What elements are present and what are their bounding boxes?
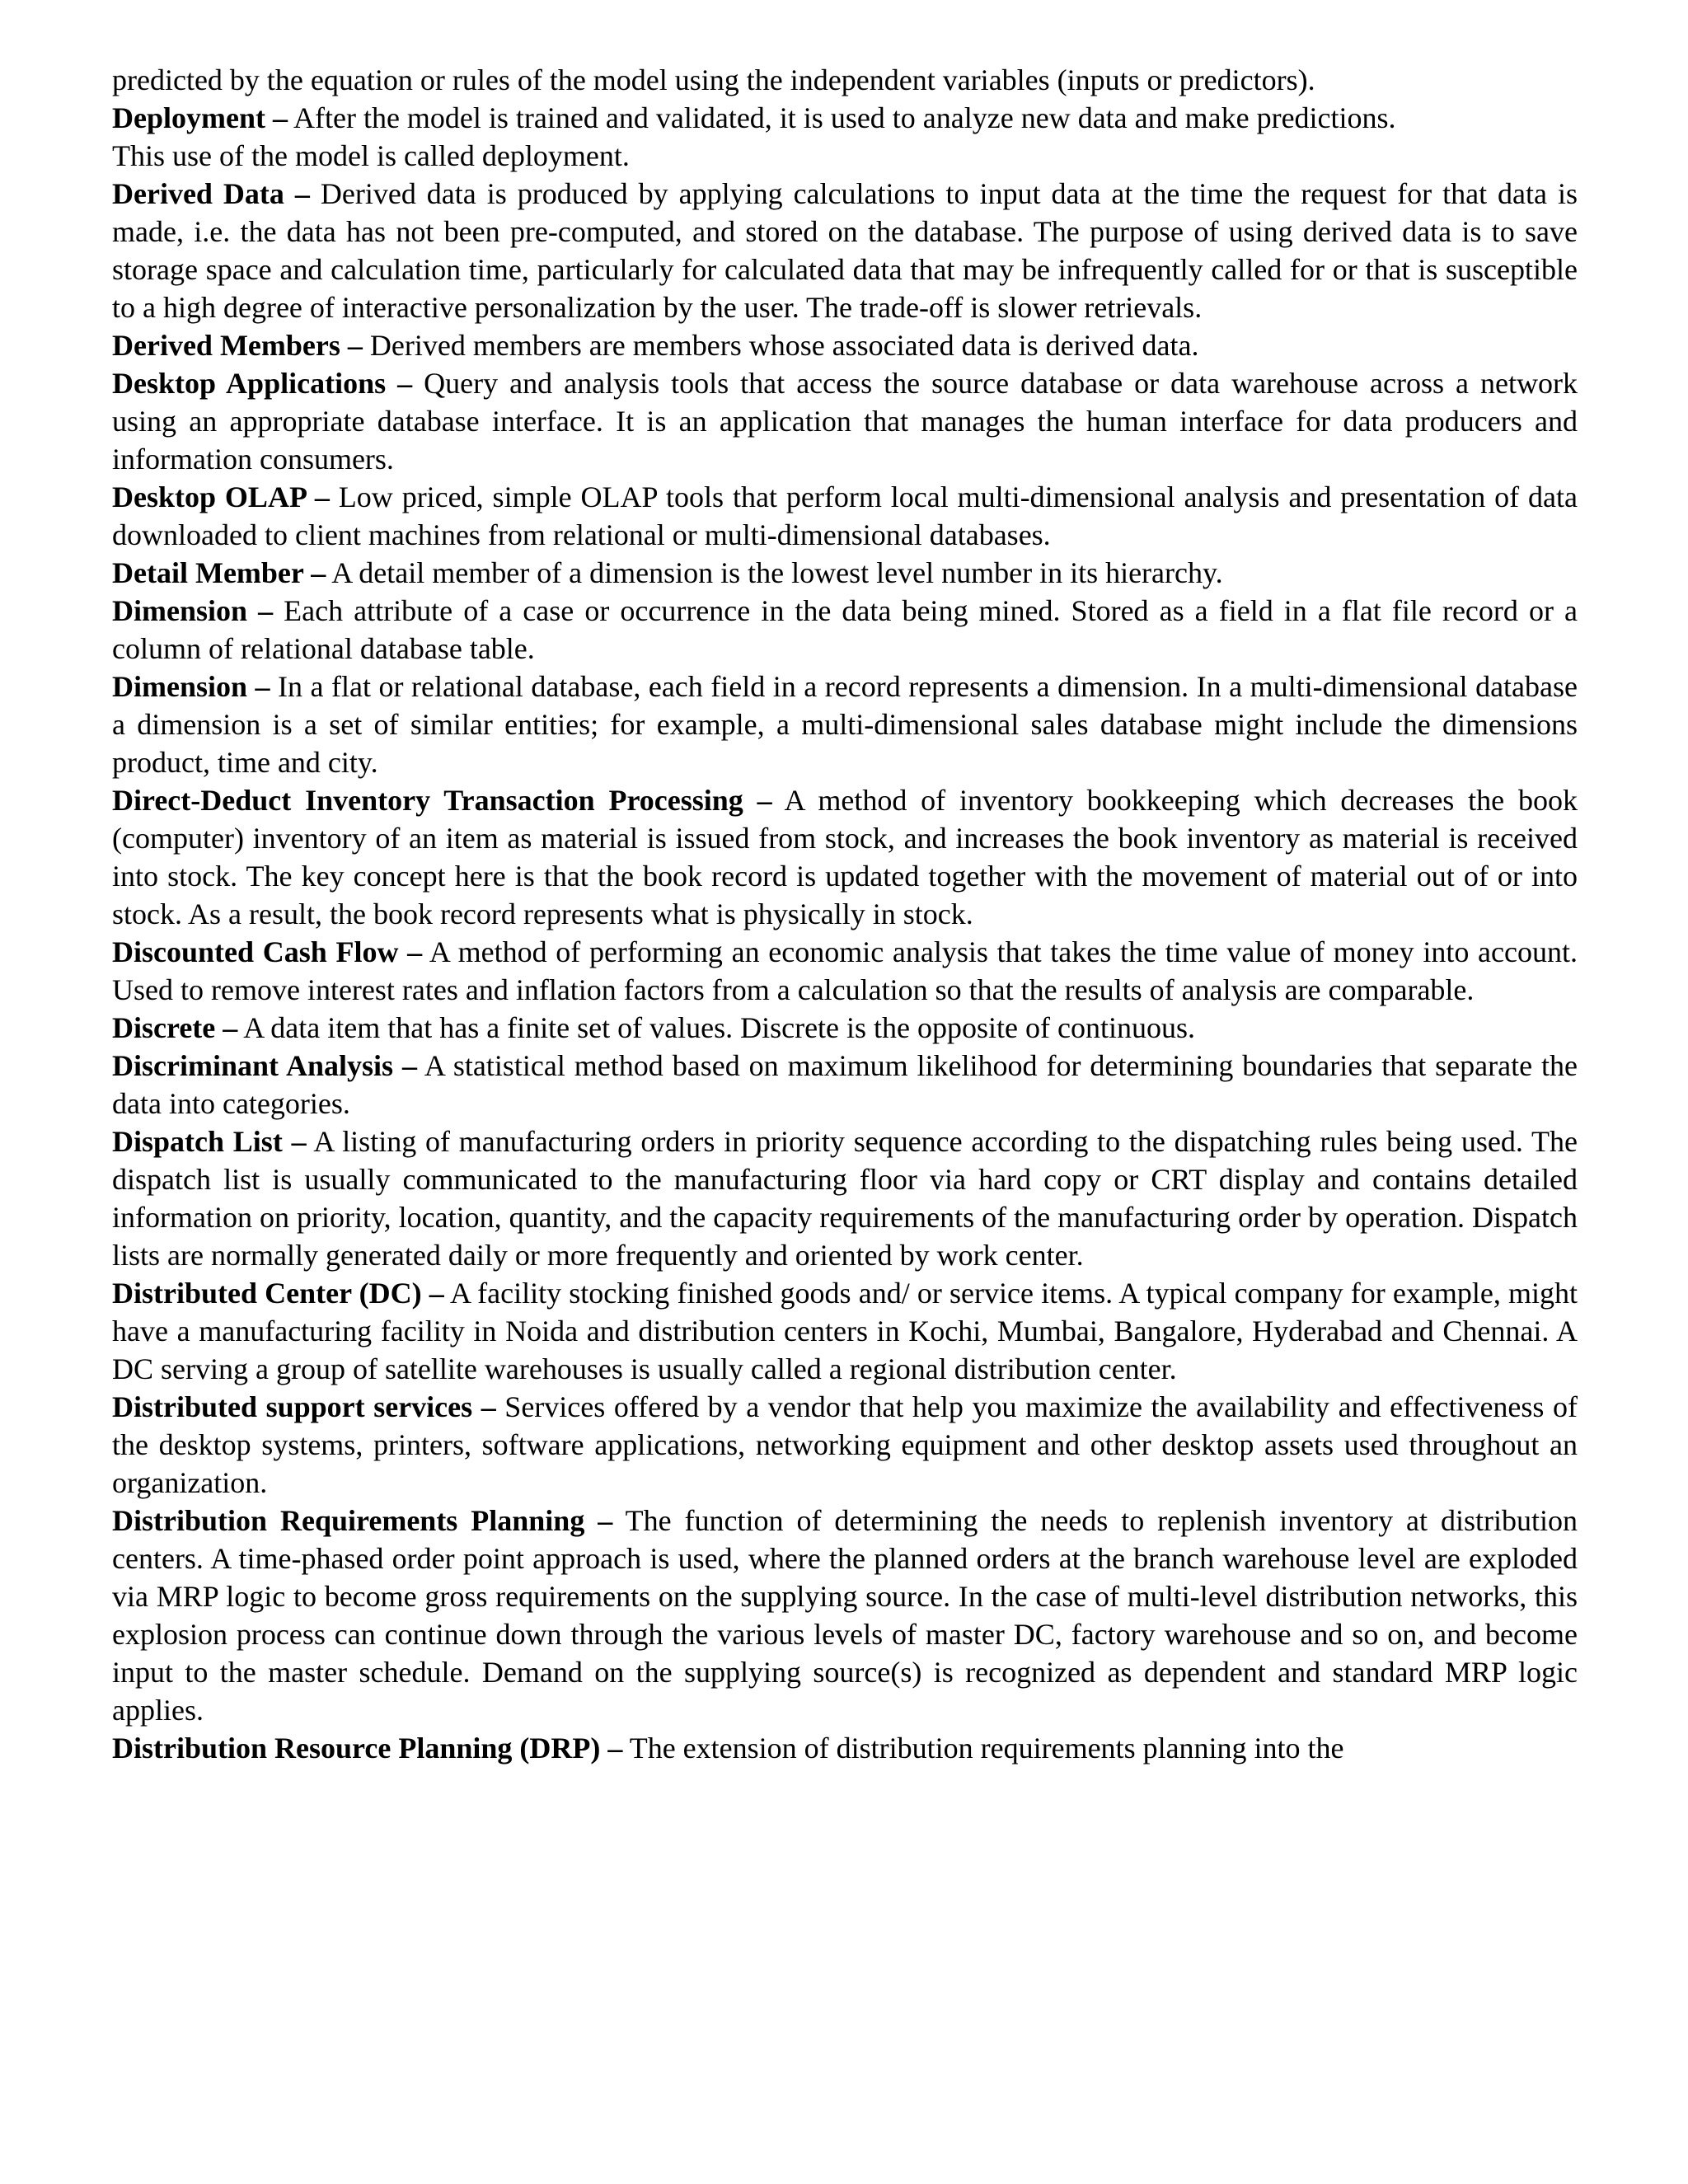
definition: A detail member of a dimension is the lowest level number in its hierarchy. xyxy=(326,556,1223,589)
glossary-entry-derived-members xyxy=(112,326,1578,364)
glossary-entry-discounted-cash-flow xyxy=(112,933,1578,1009)
definition: This use of the model is called deployment. xyxy=(112,139,630,172)
definition: A method of performing an economic analysis that takes the time value of money into account. Used to remove interest rates and inflation factors from a calculation so that the results of analysis are comparable. xyxy=(112,935,1578,1006)
term: Desktop OLAP – xyxy=(112,480,330,513)
term: Dispatch List – xyxy=(112,1125,307,1158)
glossary-entry-distributed-support xyxy=(112,1388,1578,1502)
term: Derived Data – xyxy=(112,177,310,210)
term: Dimension – xyxy=(112,670,270,703)
glossary-entry-desktop-applications xyxy=(112,364,1578,478)
definition: predicted by the equation or rules of the model using the independent variables (inputs or predictors). xyxy=(112,63,1315,96)
definition: A facility stocking finished goods and/ or service items. A typical company for example, might have a manufacturing facility in Noida and distribution centers in Kochi, Mumbai, Bangalore, Hyderabad and Chennai. A DC serving a group of satellite warehouses is usually called a regional distribution center. xyxy=(112,1277,1578,1385)
glossary-entry-dimension-2 xyxy=(112,668,1578,781)
glossary-entry-dispatch-list xyxy=(112,1122,1578,1274)
term: Direct-Deduct Inventory Transaction Processing – xyxy=(112,784,772,817)
term: Discriminant Analysis – xyxy=(112,1049,417,1082)
glossary-entry-distribution-requirements-planning xyxy=(112,1502,1578,1729)
definition: Each attribute of a case or occurrence in the data being mined. Stored as a field in a flat file record or a column of relational database table. xyxy=(112,594,1578,665)
term: Distributed support services – xyxy=(112,1390,496,1423)
term: Distributed Center (DC) – xyxy=(112,1277,444,1310)
definition: The extension of distribution requirements planning into the xyxy=(622,1732,1344,1765)
definition: A listing of manufacturing orders in priority sequence according to the dispatching rules being used. The dispatch list is usually communicated to the manufacturing floor via hard copy or CRT display and contains detailed information on priority, location, quantity, and the capacity requirements of the manufacturing order by operation. Dispatch lists are normally generated daily or more frequently and oriented by work center. xyxy=(112,1125,1578,1272)
glossary-entry-discriminant-analysis xyxy=(112,1047,1578,1122)
definition: A method of inventory bookkeeping which decreases the book (computer) inventory of an item as material is issued from stock, and increases the book inventory as material is received into stock. The key concept here is that the book record is updated together with the movement of material out of or into stock. As a result, the book record represents what is physically in stock. xyxy=(112,784,1578,930)
term: Derived Members – xyxy=(112,329,363,362)
term: Dimension – xyxy=(112,594,274,627)
definition: Derived data is produced by applying calculations to input data at the time the request for that data is made, i.e. the data has not been pre-computed, and stored on the database. The purpose of using derived data is to save storage space and calculation time, particularly for calculated data that may be infrequently called for or that is susceptible to a high degree of interactive personalization by the user. The trade-off is slower retrievals. xyxy=(112,177,1578,324)
glossary-entry-direct-deduct xyxy=(112,781,1578,933)
paragraph-continuation xyxy=(112,61,1578,99)
term: Discrete – xyxy=(112,1011,238,1044)
definition: In a flat or relational database, each field in a record represents a dimension. In a multi-dimensional database a dimension is a set of similar entities; for example, a multi-dimensional sales database might include the dimensions product, time and city. xyxy=(112,670,1578,779)
glossary-entry-derived-data xyxy=(112,175,1578,326)
paragraph-deployment-note xyxy=(112,137,1578,175)
glossary-entry-desktop-olap xyxy=(112,478,1578,554)
definition: Query and analysis tools that access the source database or data warehouse across a network using an appropriate database interface. It is an application that manages the human interface for data producers and information consumers. xyxy=(112,367,1578,476)
glossary-entry-distribution-resource-planning xyxy=(112,1729,1578,1767)
glossary-entry-dimension-1 xyxy=(112,592,1578,668)
definition: A statistical method based on maximum likelihood for determining boundaries that separate the data into categories. xyxy=(112,1049,1578,1120)
glossary-entry-distributed-center xyxy=(112,1274,1578,1388)
definition: Services offered by a vendor that help you maximize the availability and effectiveness of the desktop systems, printers, software applications, networking equipment and other desktop assets used throughout an organization. xyxy=(112,1390,1578,1499)
definition: A data item that has a finite set of values. Discrete is the opposite of continuous. xyxy=(237,1011,1196,1044)
term: Deployment – xyxy=(112,101,288,134)
definition: Derived members are members whose associated data is derived data. xyxy=(362,329,1199,362)
term: Distribution Resource Planning (DRP) – xyxy=(112,1732,623,1765)
term: Discounted Cash Flow – xyxy=(112,935,423,968)
term: Desktop Applications – xyxy=(112,367,413,400)
definition: After the model is trained and validated, it is used to analyze new data and make predictions. xyxy=(287,101,1396,134)
glossary-entry-discrete xyxy=(112,1009,1578,1047)
definition: The function of determining the needs to replenish inventory at distribution centers. A time-phased order point approach is used, where the planned orders at the branch warehouse level are exploded via MRP logic to become gross requirements on the supplying source. In the case of multi-level distribution networks, this explosion process can continue down through the various levels of master DC, factory warehouse and so on, and become input to the master schedule. Demand on the supplying source(s) is recognized as dependent and standard MRP logic applies. xyxy=(112,1504,1578,1727)
definition: Low priced, simple OLAP tools that perform local multi-dimensional analysis and presentation of data downloaded to client machines from relational or multi-dimensional databases. xyxy=(112,480,1578,551)
glossary-entry-detail-member xyxy=(112,554,1578,592)
glossary-entry-deployment xyxy=(112,99,1578,137)
term: Distribution Requirements Planning – xyxy=(112,1504,613,1537)
document-page xyxy=(112,61,1578,1767)
term: Detail Member – xyxy=(112,556,326,589)
